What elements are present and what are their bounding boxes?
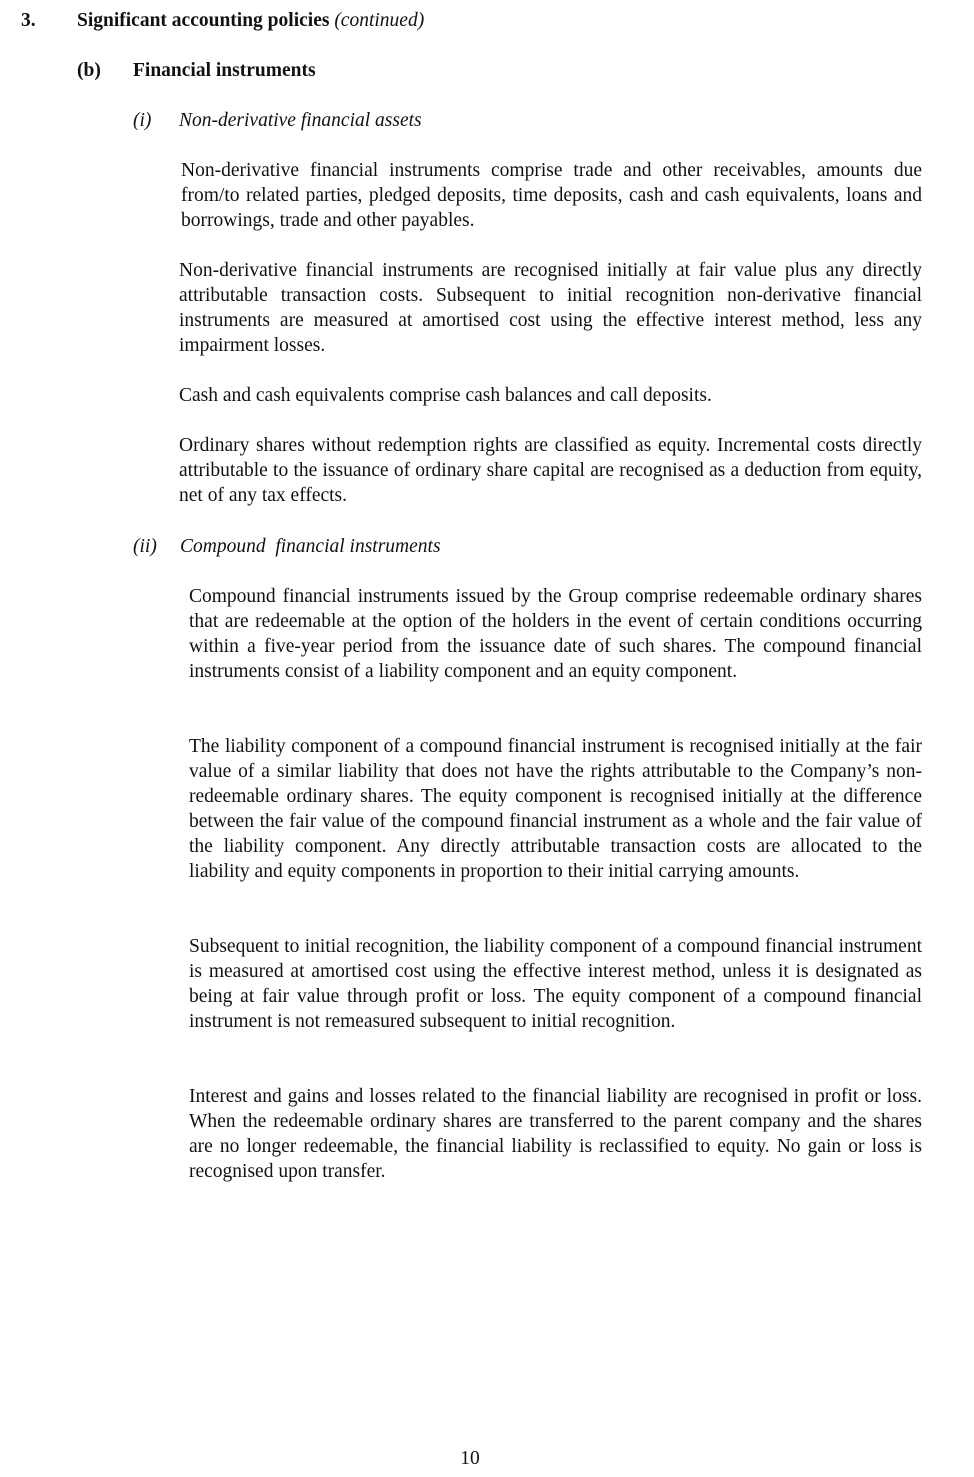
section-title: Significant accounting policies — [77, 10, 330, 31]
paragraph: Compound financial instruments issued by the Group comprise redeemable ordinary shares that are redeemable at the option of the holders in the event of certain conditions occurring within a five-year period from the issuance date of such shares. The compound financial instruments consist of a liability component and an equity component. — [189, 586, 922, 682]
part-ii-title: Compound financial instruments — [180, 536, 441, 557]
paragraph: Ordinary shares without redemption rights are classified as equity. Incremental costs directly attributable to the issuance of ordinary share capital are recognised as a deduction from equity, net of any tax effects. — [179, 435, 922, 506]
part-ii-label: (ii) — [133, 536, 157, 557]
paragraph: Non-derivative financial instruments comprise trade and other receivables, amounts due from/to related parties, pledged deposits, time deposits, cash and cash equivalents, loans and borrowings, trade and other payables. — [181, 160, 922, 231]
paragraph: Non-derivative financial instruments are recognised initially at fair value plus any directly attributable transaction costs. Subsequent to initial recognition non-derivative financial instruments are measured at amortised cost using the effective interest method, less any impairment losses. — [179, 260, 922, 356]
section-continued: (continued) — [334, 10, 425, 31]
paragraph: Subsequent to initial recognition, the liability component of a compound financial instrument is measured at amortised cost using the effective interest method, unless it is designated as being at fair value through profit or loss. The equity component of a compound financial instrument is not remeasured subsequent to initial recognition. — [189, 936, 922, 1032]
paragraph: Cash and cash equivalents comprise cash balances and call deposits. — [179, 385, 712, 406]
subsection-title: Financial instruments — [133, 60, 316, 81]
part-i-title: Non-derivative financial assets — [179, 110, 422, 131]
paragraph: Interest and gains and losses related to the financial liability are recognised in profit or loss. When the redeemable ordinary shares are transferred to the parent company and the shares are no longer redeemable, the financial liability is reclassified to equity. No gain or loss is recognised upon transfer. — [189, 1086, 922, 1182]
section-heading — [77, 8, 424, 33]
part-i-label: (i) — [133, 110, 152, 131]
section-number: 3. — [21, 10, 36, 31]
paragraph: The liability component of a compound financial instrument is recognised initially at the fair value of a similar liability that does not have the rights attributable to the Company’s non-redeemable ordinary shares. The equity component is recognised initially at the difference between the fair value of the compound financial instrument as a whole and the fair value of the liability component. Any directly attributable transaction costs are allocated to the liability and equity components in proportion to their initial carrying amounts. — [189, 736, 922, 882]
page-number: 10 — [460, 1448, 480, 1469]
subsection-label: (b) — [77, 60, 101, 81]
